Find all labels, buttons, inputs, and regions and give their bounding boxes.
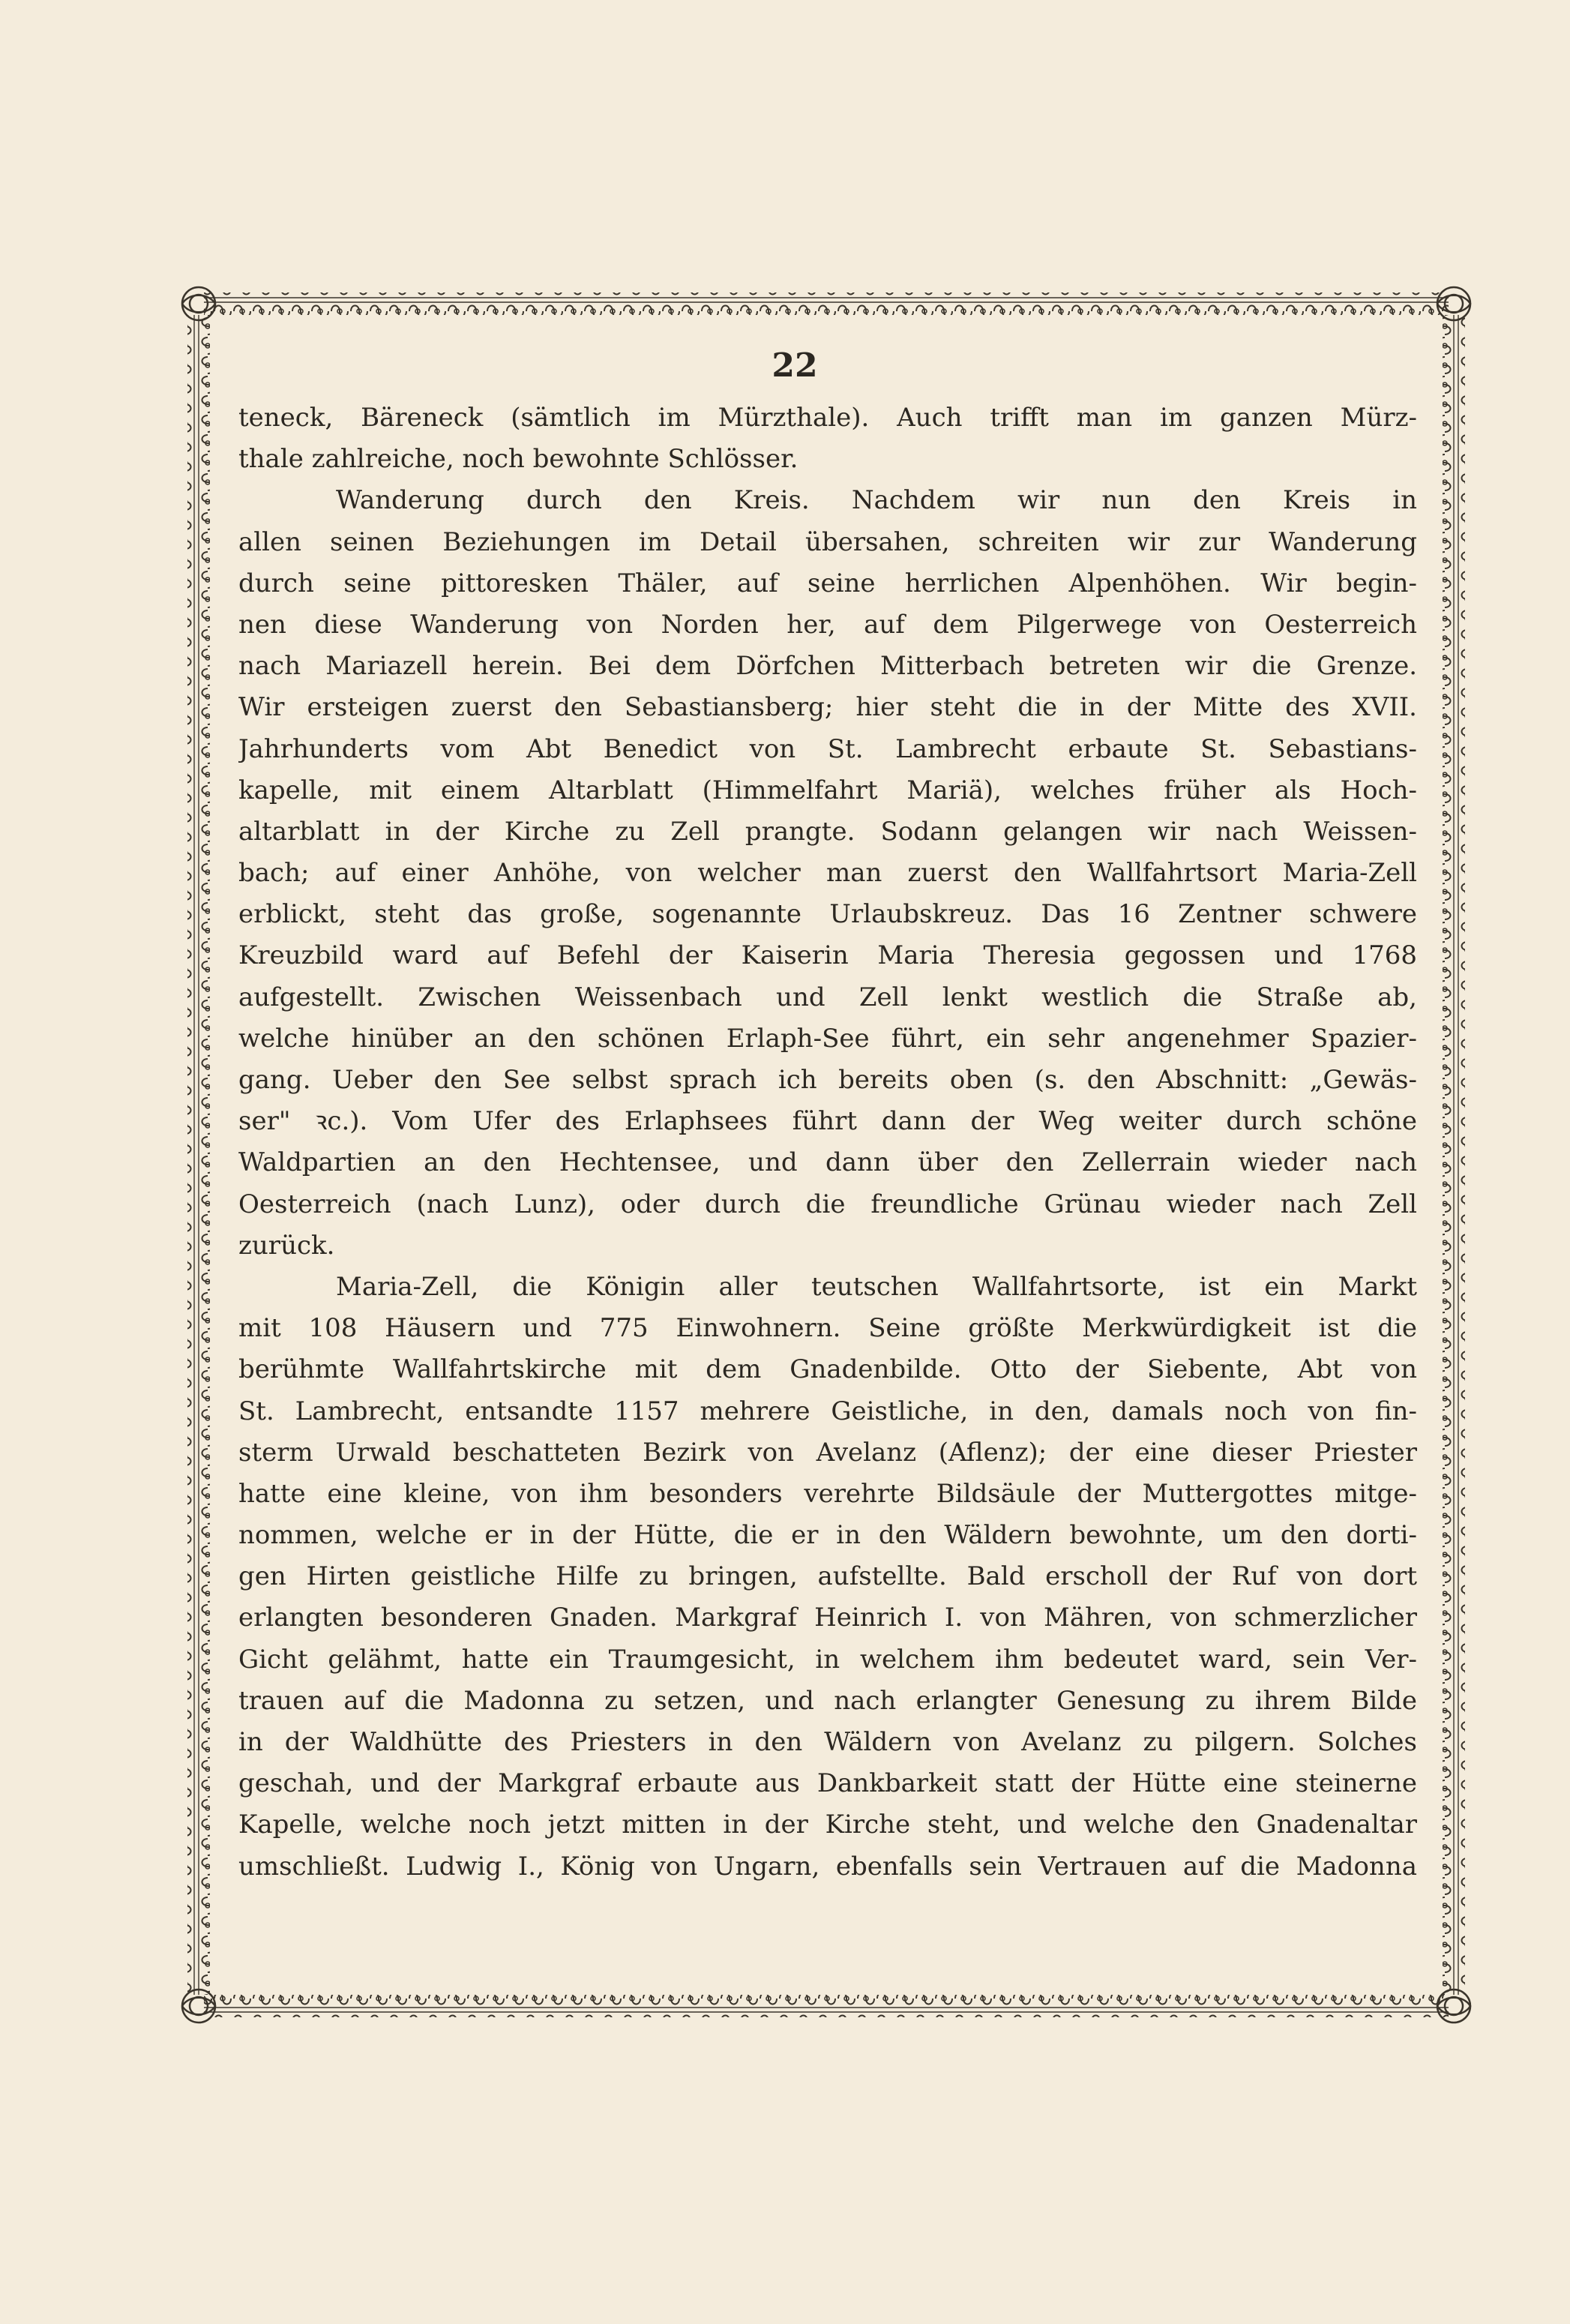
text-line: teneck, Bäreneck (sämtlich im Mürzthale). Auch trifft man im ganzen Mürz- [238, 403, 1417, 433]
text-line: aufgestellt. Zwischen Weissenbach und Zell lenkt westlich die Straße ab, [238, 982, 1417, 1012]
text-line: Kapelle, welche noch jetzt mitten in der Kirche steht, und welche den Gnadenaltar [238, 1810, 1417, 1840]
text-line: Oesterreich (nach Lunz), oder durch die freundliche Grünau wieder nach Zell [238, 1189, 1417, 1219]
text-line: allen seinen Beziehungen im Detail übersahen, schreiten wir zur Wanderung [238, 526, 1417, 557]
text-line: Wanderung durch den Kreis. Nachdem wir nun den Kreis in [336, 485, 1417, 516]
text-line: in der Waldhütte des Priesters in den Wäldern von Avelanz zu pilgern. Solches [238, 1727, 1417, 1757]
text-line: bach; auf einer Anhöhe, von welcher man zuerst den Wallfahrtsort Maria-Zell [238, 858, 1417, 889]
text-line: Gicht gelähmt, hatte ein Traumgesicht, in welchem ihm bedeutet ward, sein Ver- [238, 1644, 1417, 1675]
text-line: Kreuzbild ward auf Befehl der Kaiserin Maria Theresia gegossen und 1768 [238, 940, 1417, 971]
body-text [238, 397, 1417, 1888]
text-line: nach Mariazell herein. Bei dem Dörfchen Mitterbach betreten wir die Grenze. [238, 651, 1417, 682]
text-line: hatte eine kleine, von ihm besonders verehrte Bildsäule der Muttergottes mitge- [238, 1478, 1417, 1509]
text-line: nen diese Wanderung von Norden her, auf dem Pilgerwege von Oesterreich [238, 609, 1417, 640]
text-line: mit 108 Häusern und 775 Einwohnern. Seine größte Merkwürdigkeit ist die [238, 1313, 1417, 1344]
text-line: erblickt, steht das große, sogenannte Urlaubskreuz. Das 16 Zentner schwere [238, 899, 1417, 930]
text-line: berühmte Wallfahrtskirche mit dem Gnadenbilde. Otto der Siebente, Abt von [238, 1354, 1417, 1385]
text-line: Waldpartien an den Hechtensee, und dann über den Zellerrain wieder nach [238, 1147, 1417, 1178]
text-line: Maria-Zell, die Königin aller teutschen Wallfahrtsorte, ist ein Markt [336, 1271, 1417, 1302]
text-line: sterm Urwald beschatteten Bezirk von Avelanz (Aflenz); der eine dieser Priester [238, 1437, 1417, 1468]
text-line: Wir ersteigen zuerst den Sebastiansberg; hier steht die in der Mitte des XVII. [238, 692, 1417, 723]
text-line: gang. Ueber den See selbst sprach ich bereits oben (s. den Abschnitt: „Gewäs- [238, 1065, 1417, 1095]
text-line: gen Hirten geistliche Hilfe zu bringen, aufstellte. Bald erscholl der Ruf von dort [238, 1561, 1417, 1592]
text-line: Jahrhunderts vom Abt Benedict von St. Lambrecht erbaute St. Sebastians- [238, 733, 1417, 764]
page-number: 22 [772, 346, 818, 385]
text-line: erlangten besonderen Gnaden. Markgraf Heinrich I. von Mähren, von schmerzlicher [238, 1603, 1417, 1633]
text-line: geschah, und der Markgraf erbaute aus Dankbarkeit statt der Hütte eine steinerne [238, 1768, 1417, 1799]
text-line: kapelle, mit einem Altarblatt (Himmelfahrt Mariä), welches früher als Hoch- [238, 775, 1417, 805]
text-line: zurück. [238, 1230, 335, 1261]
text-line: welche hinüber an den schönen Erlaph-See führt, ein sehr angenehmer Spazier- [238, 1023, 1417, 1054]
text-line: altarblatt in der Kirche zu Zell prangte. Sodann gelangen wir nach Weissen- [238, 816, 1417, 847]
text-line: durch seine pittoresken Thäler, auf seine herrlichen Alpenhöhen. Wir begin- [238, 568, 1417, 598]
text-line: thale zahlreiche, noch bewohnte Schlösser. [238, 444, 798, 475]
text-line: umschließt. Ludwig I., König von Ungarn, ebenfalls sein Vertrauen auf die Madonna [238, 1851, 1417, 1882]
text-line: ser" ꝛc.). Vom Ufer des Erlaphsees führt dann der Weg weiter durch schöne [238, 1106, 1417, 1137]
text-line: trauen auf die Madonna zu setzen, und nach erlangter Genesung zu ihrem Bilde [238, 1685, 1417, 1716]
text-line: nommen, welche er in der Hütte, die er in den Wäldern bewohnte, um den dorti- [238, 1520, 1417, 1551]
text-line: St. Lambrecht, entsandte 1157 mehrere Geistliche, in den, damals noch von fin- [238, 1396, 1417, 1426]
